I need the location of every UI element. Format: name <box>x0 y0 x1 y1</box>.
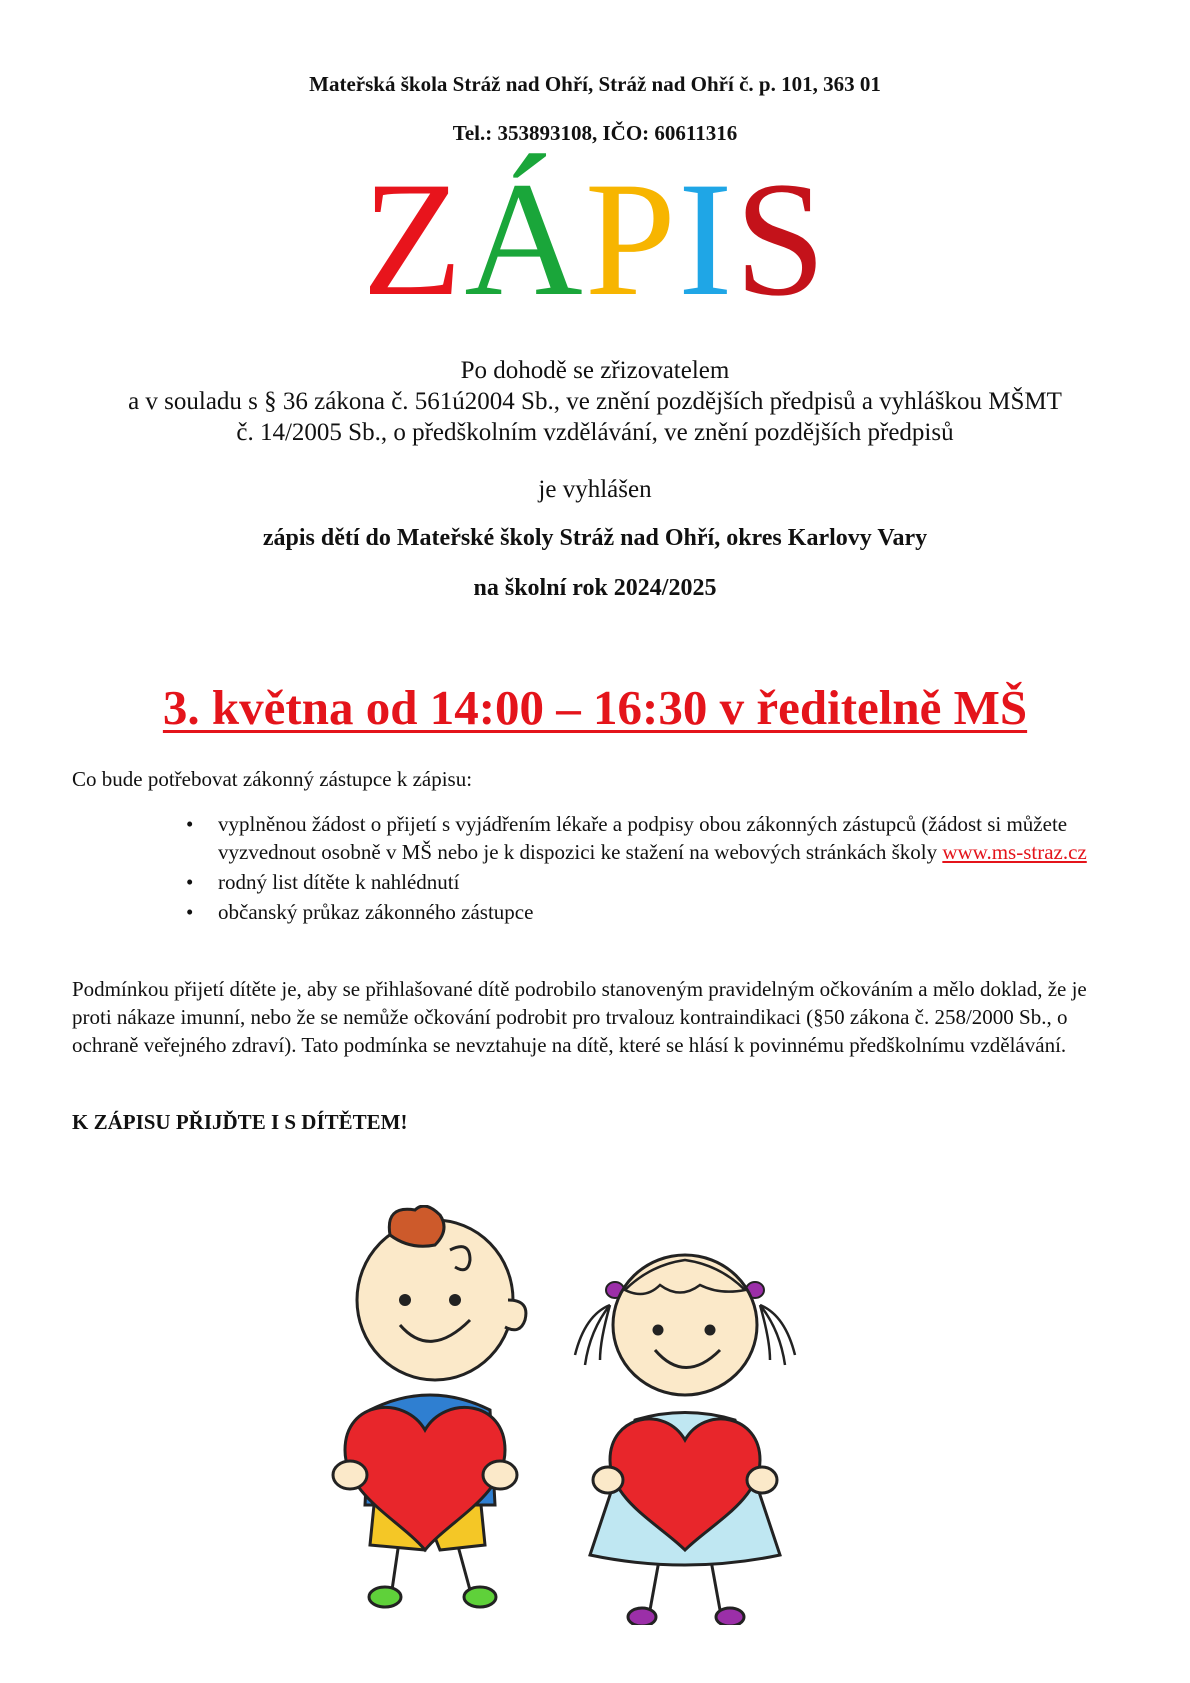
title-letter: I <box>678 149 735 330</box>
list-item <box>186 810 1130 866</box>
vaccination-condition: Podmínkou přijetí dítěte je, aby se přihlašované dítě podrobilo stanoveným pravidelným očkováním a mělo doklad, že je proti nákaze imunní, nebo že se nemůže očkování podrobit pro trvalouz kontraindikaci (§50 zákona č. 258/2000 Sb., o ochraně veřejného zdraví). Tato podmínka se nevztahuje na dítě, které se hlásí k povinnému předškolnímu vzdělávání. <box>72 977 1087 1057</box>
children-with-hearts-illustration <box>330 1205 850 1625</box>
list-item-text: rodný list dítěte k nahlédnutí <box>218 870 460 894</box>
bullet-icon: • <box>186 900 194 924</box>
school-website-link[interactable]: www.ms-straz.cz <box>942 840 1087 864</box>
girl-figure <box>575 1255 795 1625</box>
announcement-text: je vyhlášen <box>538 476 652 503</box>
school-contact: Tel.: 353893108, IČO: 60611316 <box>452 121 738 145</box>
enrollment-heading: zápis dětí do Mateřské školy Stráž nad Ohří, okres Karlovy Vary <box>262 525 928 551</box>
intro-paragraph <box>0 355 1190 448</box>
closing-note: K ZÁPISU PŘIJĎTE I S DÍTĚTEM! <box>72 1110 408 1134</box>
list-item <box>186 868 1130 896</box>
title-letter: P <box>584 149 678 330</box>
title-letter: Á <box>464 149 585 330</box>
list-item-text: občanský průkaz zákonného zástupce <box>218 900 534 924</box>
bullet-icon: • <box>186 870 194 894</box>
intro-line: č. 14/2005 Sb., o předškolním vzdělávání, ve znění pozdějších předpisů <box>236 419 954 446</box>
enrollment-date: 3. května od 14:00 – 16:30 v ředitelně MŠ <box>162 680 1028 735</box>
school-address: Mateřská škola Stráž nad Ohří, Stráž nad Ohří č. p. 101, 363 01 <box>309 72 881 96</box>
page-title <box>0 149 1190 330</box>
intro-line: a v souladu s § 36 zákona č. 561ú2004 Sb., ve znění pozdějších předpisů a vyhláškou MŠMT <box>128 388 1062 415</box>
list-item <box>186 898 1130 926</box>
requirements-list <box>186 810 1130 928</box>
list-item-text: vyplněnou žádost o přijetí s vyjádřením lékaře a podpisy obou zákonných zástupců (žádost si můžete vyzvednout osobně v MŠ nebo je k dispozici ke stažení na webových stránkách školy <box>218 812 1068 864</box>
requirements-heading: Co bude potřebovat zákonný zástupce k zápisu: <box>72 767 473 791</box>
title-letter: S <box>734 149 828 330</box>
intro-line: Po dohodě se zřizovatelem <box>460 357 730 384</box>
boy-figure <box>333 1206 526 1607</box>
bullet-icon: • <box>186 812 194 836</box>
title-letter: Z <box>362 149 465 330</box>
school-year: na školní rok 2024/2025 <box>473 575 717 601</box>
